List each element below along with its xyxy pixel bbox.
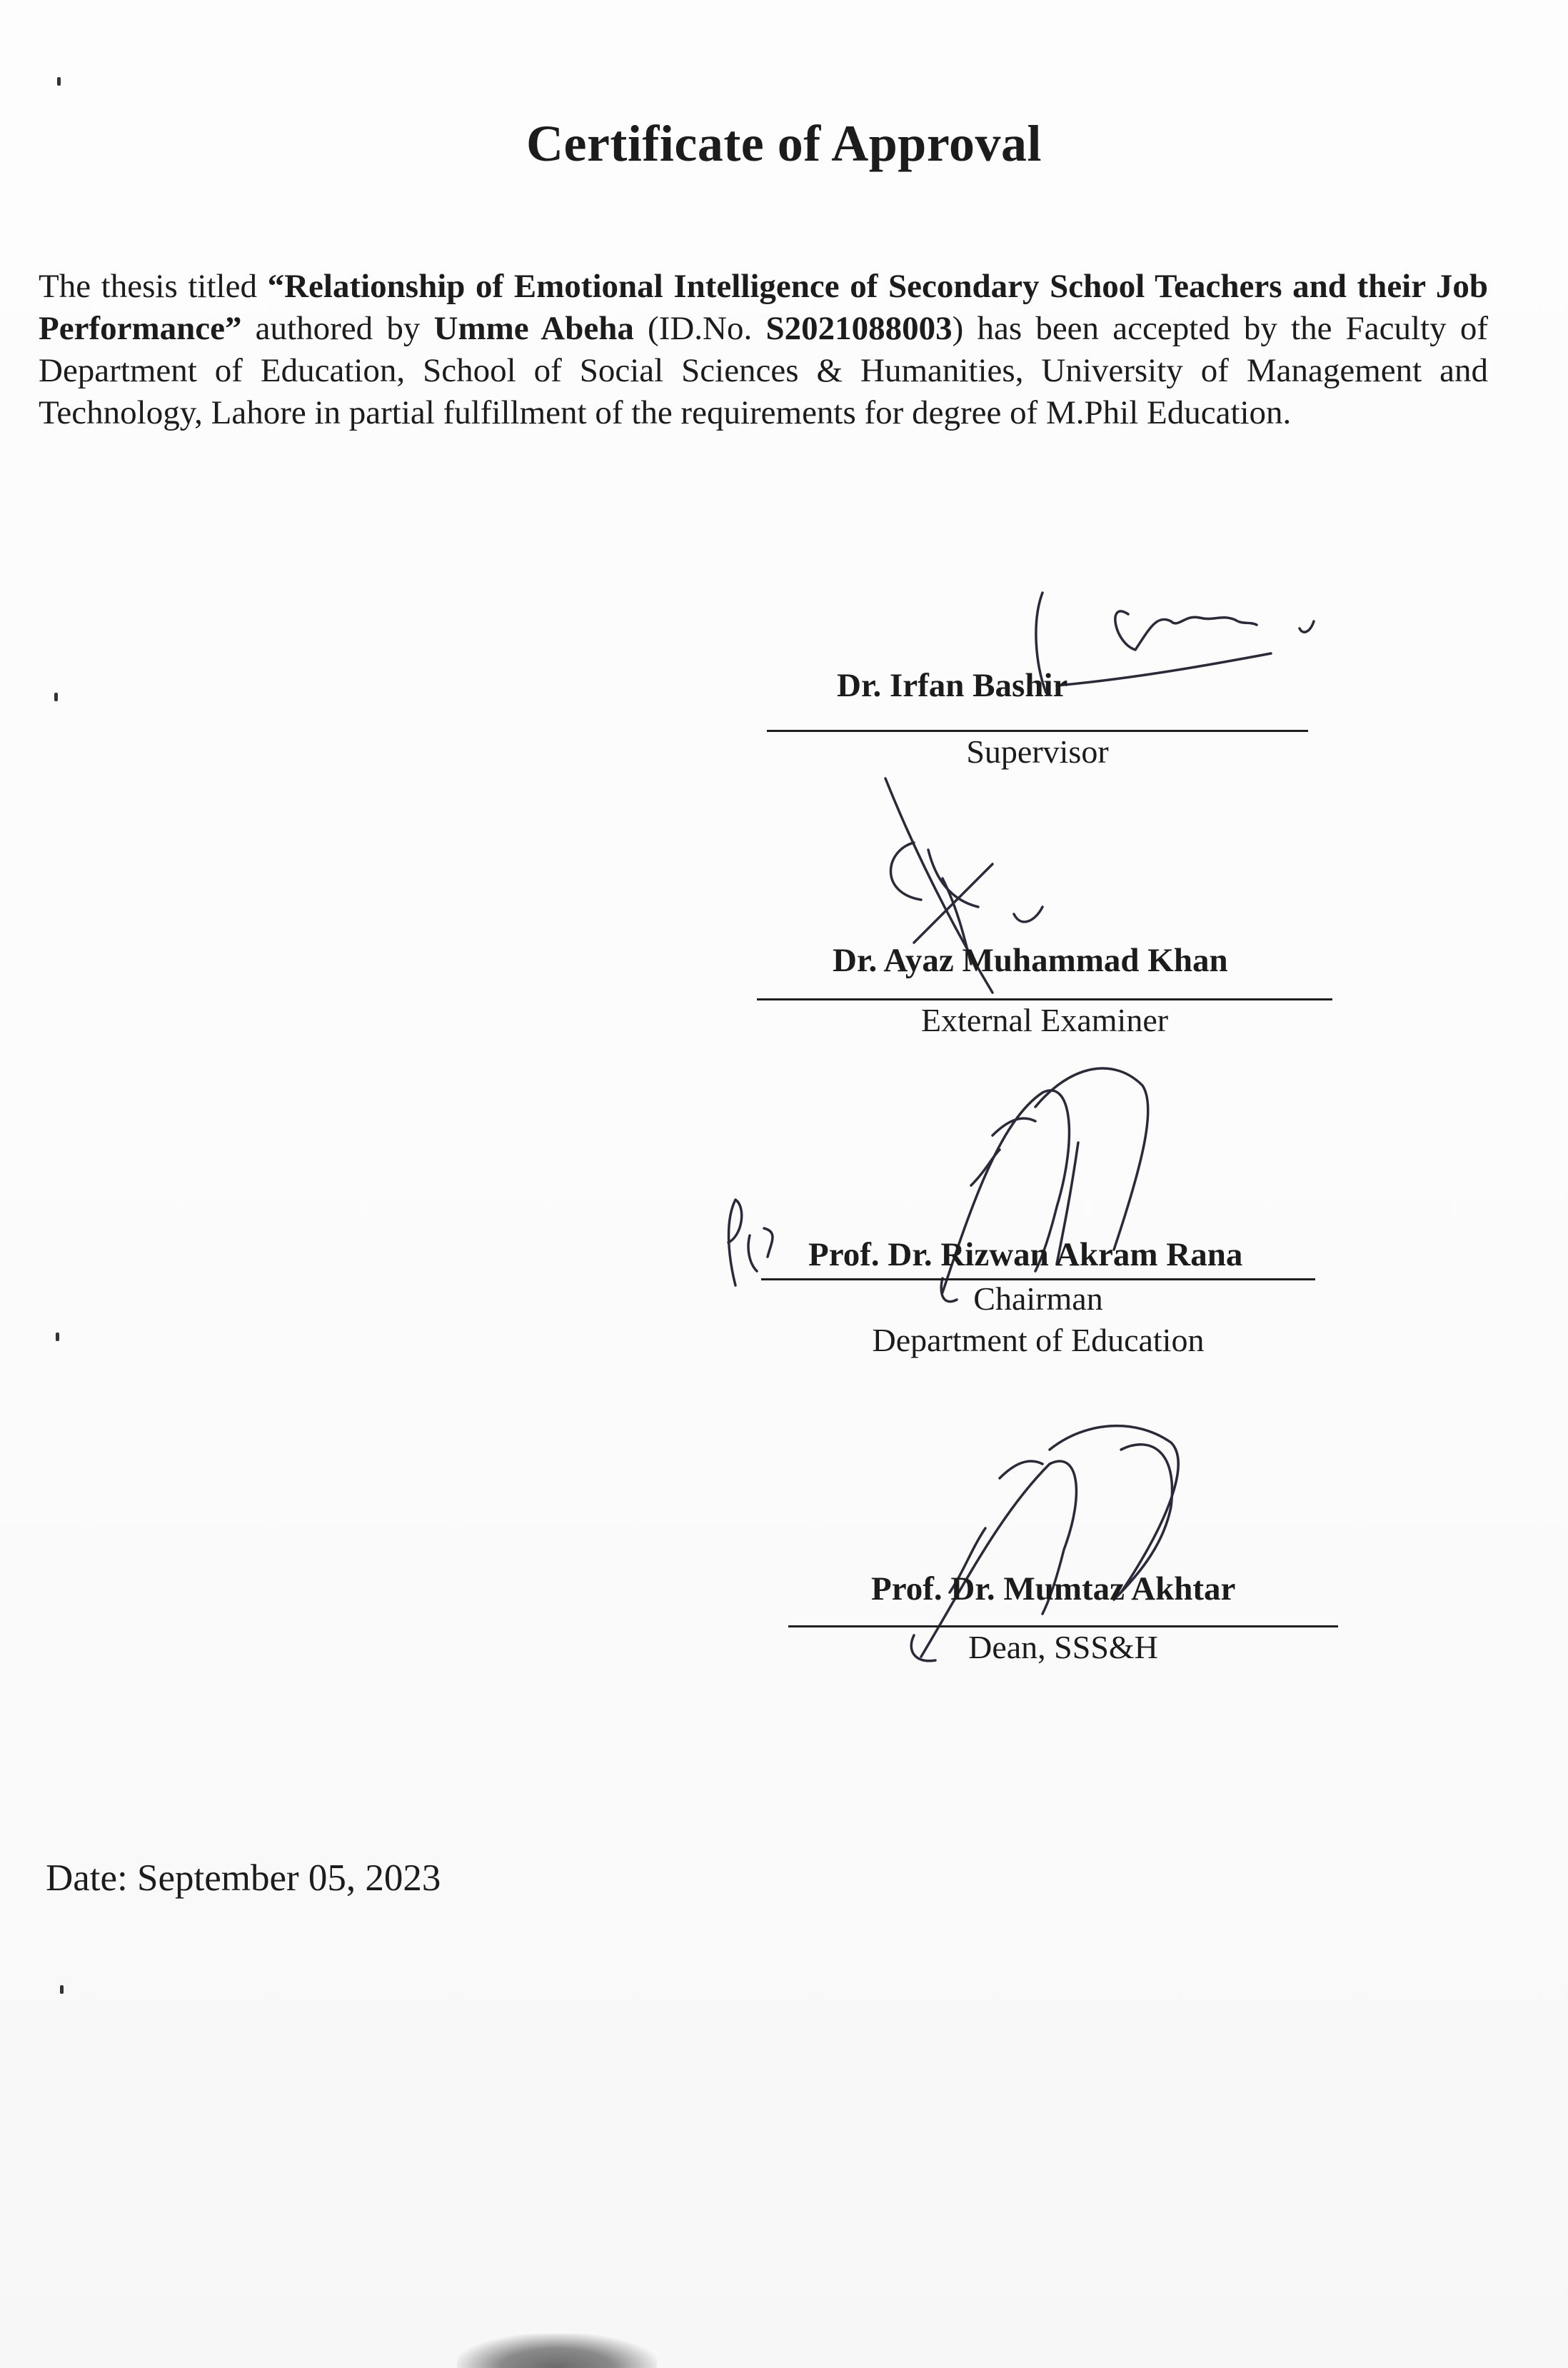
statement-intro: The thesis titled [39, 268, 268, 305]
punch-mark [57, 77, 61, 86]
signatory-name: Prof. Dr. Rizwan Akram Rana [808, 1236, 1243, 1273]
signatory-role: External Examiner [920, 1002, 1169, 1038]
statement-authored: authored by [241, 310, 434, 347]
punch-mark [56, 1333, 59, 1341]
statement-rest: ) has been accepted by the Faculty of Department of Education, School of Social Sciences & Humanities, University of Management and Technology, Lahore in partial fulfillment of the requirements for degree of M.Phil Education. [39, 310, 1489, 431]
signature-line [788, 1625, 1338, 1627]
statement-id-label: (ID.No. [633, 310, 766, 347]
signatory-role: Dean, SSS&H [968, 1629, 1158, 1665]
signatory-name: Prof. Dr. Mumtaz Akhtar [871, 1570, 1236, 1607]
signature-line [767, 730, 1308, 732]
author-name: Umme Abeha [433, 310, 634, 347]
signature-supervisor [1028, 586, 1328, 707]
student-id: S2021088003 [765, 310, 953, 347]
thesis-title: “Relationship of Emotional Intelligence of Secondary School Teachers and their Job Performance” [39, 268, 1488, 347]
approval-date: Date: September 05, 2023 [46, 1857, 441, 1899]
signatory-role: Chairman [973, 1280, 1103, 1317]
signature-line [757, 998, 1332, 1000]
signatory-name: Dr. Ayaz Muhammad Khan [833, 942, 1228, 979]
initials-chairman [714, 1193, 785, 1293]
certificate-title: Certificate of Approval [526, 115, 1042, 172]
scan-edge-shadow [457, 2334, 657, 2368]
signatory-role: Supervisor [966, 733, 1109, 770]
punch-mark [54, 693, 58, 701]
approval-statement [39, 266, 1488, 434]
punch-mark [60, 1985, 64, 1994]
signatory-department: Department of Education [872, 1322, 1205, 1358]
signatory-name: Dr. Irfan Bashir [837, 667, 1068, 704]
